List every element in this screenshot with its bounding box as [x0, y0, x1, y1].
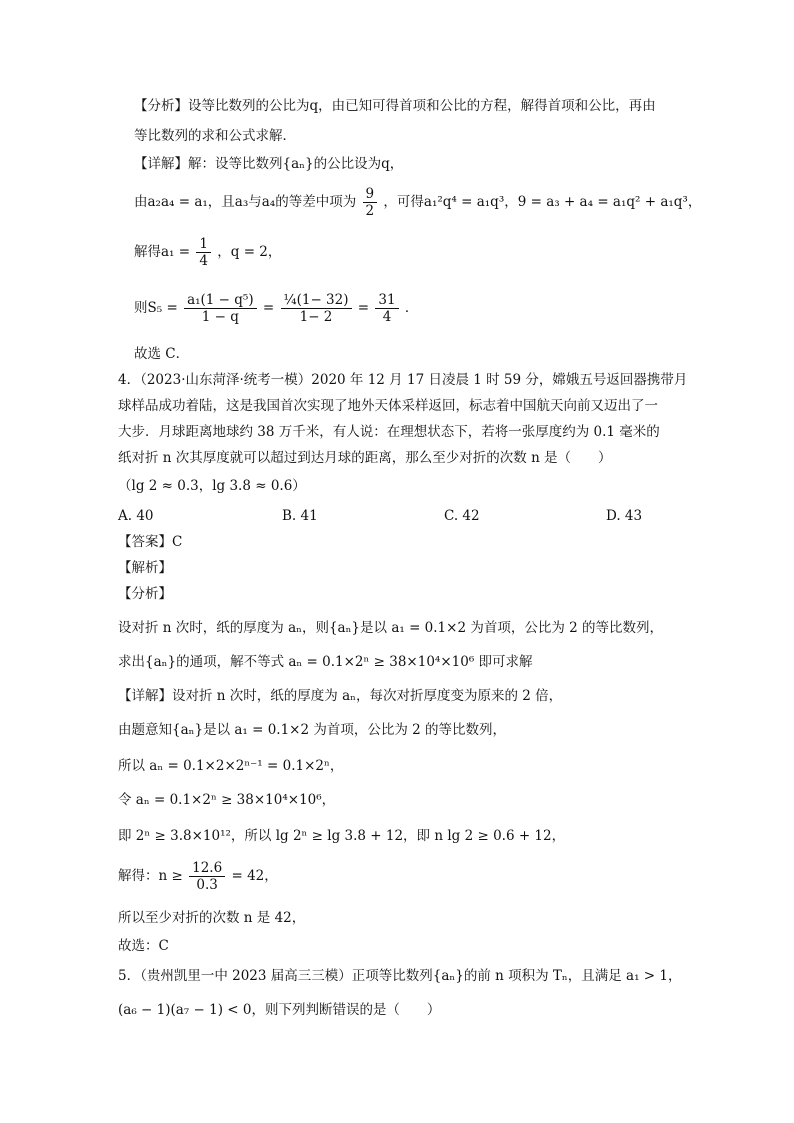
- fenxi-label: 【分析】: [118, 586, 172, 602]
- question-4-line-4: 纸对折 n 次其厚度就可以超过到达月球的距离，那么至少对折的次数 n 是（ ）: [118, 450, 612, 466]
- analysis-line-2: 等比数列的求和公式求解．: [134, 128, 296, 144]
- fraction-one-quarter: [196, 236, 211, 269]
- analysis-2-line-2: 求出{aₙ}的通项，解不等式 aₙ = 0.1×2ⁿ ≥ 38×10⁴×10⁶ 即可求解: [118, 654, 533, 670]
- solve-line: [134, 236, 281, 269]
- equals-sign: =: [262, 300, 275, 316]
- fraction-numerator: ¼(1− 32): [281, 292, 352, 309]
- equals-sign: =: [357, 300, 370, 316]
- answer-label: 【答案】C: [118, 534, 183, 550]
- detail-2-line-4: 令 aₙ = 0.1×2ⁿ ≥ 38×10⁴×10⁶，: [118, 792, 336, 808]
- fraction-numerator: 1: [196, 236, 211, 253]
- option-b: B. 41: [282, 508, 318, 524]
- fraction-sum-substituted: [281, 292, 352, 325]
- sum-prefix: 则S₅ =: [134, 300, 178, 316]
- detail-2-line-3: 所以 aₙ = 0.1×2×2ⁿ⁻¹ = 0.1×2ⁿ，: [118, 758, 344, 774]
- question-4-line-3: 大步．月球距离地球约 38 万千米，有人说：在理想状态下，若将一张厚度约为 0.1 毫米的: [118, 424, 660, 440]
- detail-2-line-6: [118, 860, 278, 893]
- option-c: C. 42: [444, 508, 480, 524]
- jiexi-label: 【解析】: [118, 560, 172, 576]
- answer-line-1: 故选 C．: [134, 346, 190, 362]
- option-a: A. 40: [118, 508, 154, 524]
- given-text-a: 由a₂a₄ = a₁，且a₃与a₄的等差中项为: [134, 194, 357, 210]
- fraction-denominator: 0.3: [196, 877, 218, 893]
- fraction-nine-halves: [363, 186, 378, 219]
- answer-line-2: 故选：C: [118, 938, 169, 954]
- sum-line: [134, 292, 418, 325]
- analysis-2-line-1: 设对折 n 次时，纸的厚度为 aₙ，则{aₙ}是以 a₁ = 0.1×2 为首项，公比为 2 的等比数列，: [118, 620, 664, 636]
- question-4-line-5: （lg 2 ≈ 0.3，lg 3.8 ≈ 0.6）: [118, 478, 306, 494]
- fraction-numerator: 12.6: [189, 860, 225, 877]
- solve-text-a: 解得a₁ =: [134, 244, 191, 260]
- detail-2-line-7: 所以至少对折的次数 n 是 42，: [118, 910, 306, 926]
- fraction-sum-result: [375, 292, 398, 325]
- fraction-denominator: 4: [199, 253, 208, 269]
- detail-line-1: 【详解】解：设等比数列{aₙ}的公比设为q，: [134, 156, 404, 172]
- fraction-denominator: 4: [382, 309, 392, 325]
- fraction-numerator: 31: [375, 292, 398, 309]
- question-5-line-2: (a₆ − 1)(a₇ − 1) < 0，则下列判断错误的是（ ）: [118, 1002, 441, 1018]
- solve-text-b: ，q = 2，: [217, 244, 282, 260]
- fraction-numerator: a₁(1 − q⁵): [184, 292, 257, 309]
- fraction-solve-n: [189, 860, 225, 893]
- analysis-line-1: 【分析】设等比数列的公比为q，由已知可得首项和公比的方程，解得首项和公比，再由: [134, 98, 656, 114]
- detail-2-line-5: 即 2ⁿ ≥ 3.8×10¹²，所以 lg 2ⁿ ≥ lg 3.8 + 12，即 n lg 2 ≥ 0.6 + 12，: [118, 828, 566, 844]
- given-text-b: ，可得a₁²q⁴ = a₁q³，9 = a₃ + a₄ = a₁q² + a₁q³，: [383, 194, 702, 210]
- detail-2-line-2: 由题意知{aₙ}是以 a₁ = 0.1×2 为首项，公比为 2 的等比数列，: [118, 722, 507, 738]
- sum-end: ．: [404, 300, 419, 316]
- fraction-denominator: 1− 2: [299, 309, 333, 325]
- fraction-denominator: 1 − q: [201, 309, 239, 325]
- option-d: D. 43: [606, 508, 643, 524]
- question-4-line-2: 球样品成功着陆，这是我国首次实现了地外天体采样返回，标志着中国航天向前又迈出了一: [118, 398, 658, 414]
- question-4-line-1: 4．（2023·山东菏泽·统考一模）2020 年 12 月 17 日凌晨 1 时 59 分，嫦娥五号返回器携带月: [118, 372, 688, 388]
- fraction-denominator: 2: [365, 203, 375, 219]
- fraction-numerator: 9: [363, 186, 378, 203]
- given-line: [134, 186, 701, 219]
- solve-n-text-b: = 42，: [231, 868, 278, 884]
- fraction-sum-formula: [184, 292, 257, 325]
- question-5-line-1: 5．（贵州凯里一中 2023 届高三三模）正项等比数列{aₙ}的前 n 项积为 Tₙ，且满足 a₁ > 1，: [118, 968, 682, 984]
- detail-2-line-1: 【详解】设对折 n 次时，纸的厚度为 aₙ，每次对折厚度变为原来的 2 倍，: [118, 688, 563, 704]
- solve-n-text-a: 解得：n ≥: [118, 868, 183, 884]
